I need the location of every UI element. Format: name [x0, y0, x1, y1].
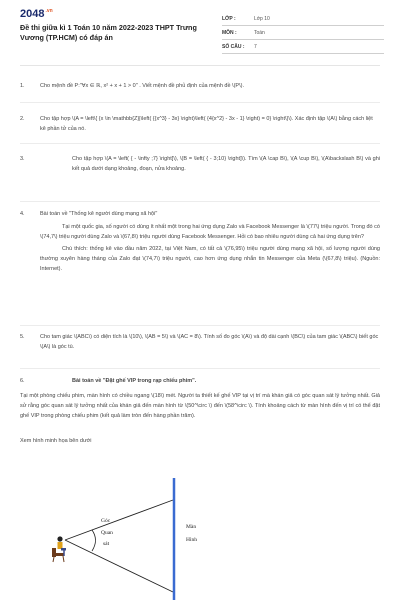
question-note: Chú thích: thống kê vào đầu năm 2022, tại Việt Nam, có tất cả \(76,95\) triệu người dùng mạng xã hội, số lượng người dùng thường xuyên hàng tháng của Zalo đạt \(74,7\) triệu người, cao hơn ứng dụng nhắn tin Messenger của Meta (\(67,8\) triệu). (Nguồn: Internet).: [40, 246, 380, 272]
angle-arc: [92, 530, 96, 551]
screen-label-1: Màn: [186, 524, 197, 530]
question-text: Cho mệnh đề P:"∀x ∈ ℝ, x² + x + 1 > 0" . Viết mệnh đề phủ định của mệnh đề \(P\).: [40, 83, 244, 89]
angle-label-3: sát: [103, 541, 110, 547]
meta-key: MÔN :: [222, 29, 237, 36]
logo-suffix: .vn: [45, 8, 53, 14]
meta-key: SỐ CÂU :: [222, 43, 245, 50]
sight-line-bottom: [65, 540, 173, 592]
angle-label-2: Quan: [101, 530, 113, 536]
question-heading-text: Bài toán về "Đặt ghế VIP trong rạp chiếu phim".: [72, 378, 197, 384]
question-text: Cho tập hợp \(A = \left( { - \infty ;7} \right]\), \(B = \left( { - 3;10} \right]\). Tìm \(A \cap B\), \(A \cup B\), \(A\backslash B\) và ghi kết quả dưới dạng khoảng, đoạn, nửa khoảng.: [72, 156, 380, 172]
question-text: Cho tập hợp \(A = \left\{ {x \in \mathbb{Z}|\left( {{x^3} - 3x} \right)\left( {4{x^2} - 3x - 1} \right) = 0} \right\}\). Xác định tập \(A\) bằng cách liệt kê phần tử của nó.: [40, 116, 373, 132]
meta-key: LỚP :: [222, 15, 236, 22]
question-number: 3.: [20, 156, 25, 162]
question-paragraph: Tại một phòng chiếu phim, màn hình có chiều ngang \(18\) mét. Người ta thiết kế ghế VIP tại vị trí mà khán giả có góc quan sát lý tưởng nhất. Giả sử rằng góc quan sát lý tưởng nhất của khán giả đến màn hình từ \(50^\circ \) đến \(58^\circ \). Tính khoảng cách từ màn hình đến vị trí có thể đặt ghế VIP trong phòng chiếu phim (kết quả làm tròn đến hàng phần trăm).: [20, 393, 380, 419]
viewer-icon: [52, 536, 66, 562]
question-heading: Bài toán về "Thống kê người dùng mạng xã hội": [40, 211, 158, 217]
question-number: 6.: [20, 378, 25, 384]
question-number: 5.: [20, 334, 25, 340]
question-number: 2.: [20, 116, 25, 122]
sight-line-top: [65, 500, 173, 540]
figure-hint: Xem hình minh họa bên dưới: [20, 438, 92, 444]
exam-title: Đề thi giữa kì 1 Toán 10 năm 2022-2023 THPT Trưng Vương (TP.HCM) có đáp án: [20, 23, 197, 42]
meta-value: Lớp 10: [254, 15, 270, 22]
meta-value: 7: [254, 43, 257, 50]
meta-value: Toán: [254, 29, 265, 36]
angle-label-1: Góc: [101, 518, 111, 524]
question-number: 1.: [20, 83, 25, 89]
logo-main: 2048: [20, 8, 45, 20]
question-number: 4.: [20, 211, 25, 217]
question-paragraph: Tại một quốc gia, số người có dùng ít nhất một trong hai ứng dụng Zalo và Facebook Messenger là \(77\) triệu người. Trong đó có \(74,7\) triệu người dùng Zalo và \(67,8\) triệu người dùng Facebook Messenger. Hỏi có bao nhiêu người dùng cả hai ứng dụng trên?: [40, 223, 380, 240]
question-text: Cho tam giác \(ABC\) có diện tích là \(10\), \(AB = 5\) và \(AC = 8\). Tính số đo góc \(A\) và độ dài cạnh \(BC\) của tam giác \(ABC\) biết góc \(A\) là góc tù.: [40, 334, 379, 350]
screen-label-2: Hình: [186, 537, 197, 543]
